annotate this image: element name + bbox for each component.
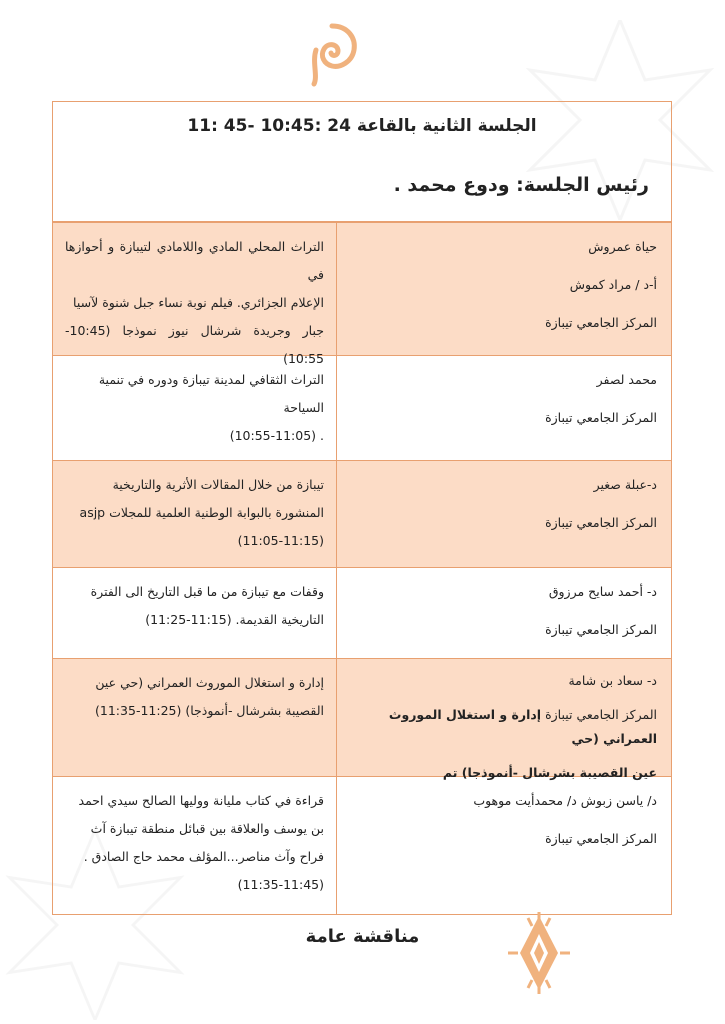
talk-title-line: المنشورة بالبوابة الوطنية العلمية للمجلات asjp bbox=[79, 505, 324, 520]
presenter-name: حياة عمروش bbox=[588, 239, 657, 254]
table-row bbox=[53, 356, 671, 461]
talk-title-cell bbox=[53, 223, 336, 366]
talk-title-line: (11:05-11:15) bbox=[237, 533, 324, 548]
affiliation-note: عين القصيبة بشرشال -أنموذجا) تم bbox=[442, 765, 657, 780]
talk-title-line: . (10:55-11:05) bbox=[229, 428, 324, 443]
presenter-name: محمد لصفر bbox=[596, 372, 657, 387]
table-row bbox=[53, 461, 671, 568]
presenter-affiliation bbox=[347, 703, 657, 751]
talk-title-line: القصيبة بشرشال -أنموذجا) (11:25-11:35) bbox=[95, 703, 324, 718]
amazigh-pattern-logo-icon bbox=[508, 912, 570, 994]
table-row bbox=[53, 223, 671, 366]
talk-title-line: قراءة في كتاب مليانة ووليها الصالح سيدي احمد bbox=[78, 793, 324, 808]
talk-title-line: إدارة و استغلال الموروث العمراني (حي عين bbox=[95, 675, 324, 690]
talk-title-line: الإعلام الجزائري. فيلم نوبة نساء جبل شنوة لآسيا bbox=[73, 295, 324, 310]
presenter-cell bbox=[336, 223, 671, 355]
talk-title-line: (11:35-11:45) bbox=[237, 877, 324, 892]
talk-title-line: التراث المحلي المادي واللامادي لتيبازة و أحوازها في bbox=[65, 239, 324, 282]
presenter-cell bbox=[336, 461, 671, 567]
talk-title-cell bbox=[53, 461, 336, 567]
affiliation-note: إدارة و استغلال الموروث العمراني (حي bbox=[388, 707, 657, 746]
talk-title-line: جبار وجريدة شرشال نيوز نموذجا (10:45-10:55) bbox=[65, 323, 324, 366]
talk-title-line: وقفات مع تيبازة من ما قبل التاريخ الى الفترة bbox=[90, 584, 324, 599]
presenter-affiliation: المركز الجامعي تيبازة bbox=[545, 410, 657, 425]
talk-title-line: فراح وآث مناصر...المؤلف محمد حاج الصادق . bbox=[83, 849, 324, 864]
table-row bbox=[53, 568, 671, 659]
talk-title-line: السياحة bbox=[283, 400, 324, 415]
general-discussion-label: مناقشة عامة bbox=[305, 926, 420, 947]
talk-title-cell bbox=[53, 356, 336, 460]
table-row bbox=[53, 777, 671, 914]
affiliation-text: المركز الجامعي تيبازة bbox=[545, 707, 657, 722]
talk-title-line: بن يوسف والعلاقة بين قبائل منطقة تيبازة آث bbox=[90, 821, 324, 836]
presenter-cell bbox=[336, 777, 671, 914]
spiral-logo-icon bbox=[302, 18, 362, 88]
session-schedule-table bbox=[52, 101, 672, 915]
presenter-cell bbox=[336, 659, 671, 780]
presenter-cell bbox=[336, 568, 671, 658]
talk-title-line: التاريخية القديمة. (11:15-11:25) bbox=[145, 612, 324, 627]
talk-title-line: التراث الثقافي لمدينة تيبازة ودوره في تنمية bbox=[98, 372, 324, 387]
session-header bbox=[53, 102, 671, 223]
presenter-name: د-عبلة صغير bbox=[593, 477, 657, 492]
table-row bbox=[53, 659, 671, 780]
presenter-name: د/ ياسن زبوش د/ محمدأيت موهوب bbox=[473, 793, 657, 808]
presenter-name: د- سعاد بن شامة bbox=[568, 673, 657, 688]
talk-title-cell bbox=[53, 659, 336, 776]
talk-title-line: تيبازة من خلال المقالات الأثرية والتاريخية bbox=[112, 477, 324, 492]
presenter-name: د- أحمد سايح مرزوق bbox=[548, 584, 657, 599]
session-title: الجلسة الثانية بالقاعة 24 :10:45 -45 :11 bbox=[187, 116, 537, 136]
talk-title-cell bbox=[53, 568, 336, 658]
presenter-affiliation: المركز الجامعي تيبازة bbox=[545, 831, 657, 846]
presenter-affiliation: المركز الجامعي تيبازة bbox=[545, 515, 657, 530]
presenter-affiliation: المركز الجامعي تيبازة bbox=[545, 622, 657, 637]
talk-title-cell bbox=[53, 777, 336, 914]
presenter-cell bbox=[336, 356, 671, 460]
session-chair: رئيس الجلسة: ودوع محمد . bbox=[393, 174, 649, 196]
presenter-name: أ-د / مراد كموش bbox=[569, 277, 657, 292]
presenter-affiliation: المركز الجامعي تيبازة bbox=[545, 315, 657, 330]
